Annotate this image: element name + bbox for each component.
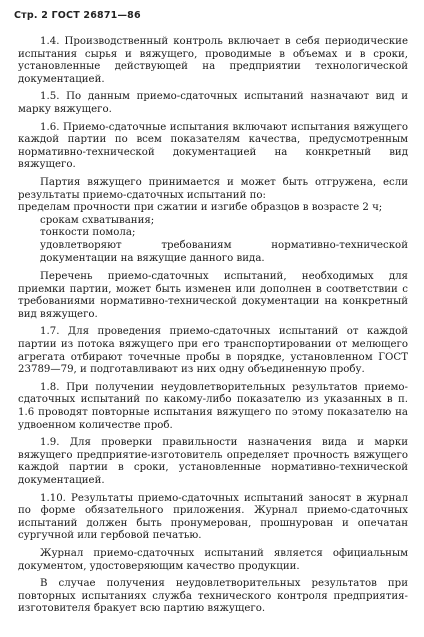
paragraph-list-of-tests: Перечень приемо-сдаточных испытаний, необходимых для приемки партии, может быть изменен или дополнен в соответствии с требованиями нормативно-технической документации на конкретный вид вяжущего. xyxy=(18,271,408,320)
paragraph-1-7: 1.7. Для проведения приемо-сдаточных испытаний от каждой партии из потока вяжущего при его транспортировании от мелющего агрегата отбирают точечные пробы в порядке, установленном ГОСТ 23789—79, и подготавливают из них одну объединенную пробу. xyxy=(18,326,408,376)
document-body xyxy=(18,36,408,621)
list-item-requirements: удовлетворяют требованиям нормативно-технической документации на вяжущие данного вида. xyxy=(40,239,408,264)
paragraph-1-8: 1.8. При получении неудовлетворительных результатов приемо-сдаточных испытаний по какому-либо показателю из указанных в п. 1.6 проводят повторные испытания вяжущего по этому показателю на удвоенном количестве проб. xyxy=(18,381,408,431)
list-item-fineness: тонкости помола; xyxy=(40,227,136,239)
paragraph-1-9: 1.9. Для проверки правильности назначения вида и марки вяжущего предприятие-изготовитель определяет прочность вяжущего каждой партии в сроки, установленные нормативно-технической документацией. xyxy=(18,437,408,486)
list-item-strength: пределам прочности при сжатии и изгибе образцов в возрасте 2 ч; xyxy=(18,202,383,214)
paragraph-journal: Журнал приемо-сдаточных испытаний является официальным документом, удостоверяющим качество продукции. xyxy=(18,547,408,572)
paragraph-1-5: 1.5. По данным приемо-сдаточных испытаний назначают вид и марку вяжущего. xyxy=(18,91,408,115)
paragraph-acceptance-intro: Партия вяжущего принимается и может быть отгружена, если результаты приемо-сдаточных испытаний по: xyxy=(18,176,408,201)
page-header: Стр. 2 ГОСТ 26871—86 xyxy=(14,10,141,21)
paragraph-1-6: 1.6. Приемо-сдаточные испытания включают испытания вяжущего каждой партии по всем показателям качества, предусмотренным нормативно-технической документацией на конкретный вид вяжущего. xyxy=(18,121,408,171)
paragraph-1-10: 1.10. Результаты приемо-сдаточных испытаний заносят в журнал по форме обязательного приложения. Журнал приемо-сдаточных испытаний должен быть пронумерован, прошнурован и опечатан сургучной или гербовой печатью. xyxy=(18,492,408,542)
paragraph-1-4: 1.4. Производственный контроль включает в себя периодические испытания сырья и вяжущего, проводимые в объемах и в сроки, установленные действующей на предприятии технологической документацией. xyxy=(18,36,408,85)
paragraph-rejection: В случае получения неудовлетворительных результатов при повторных испытаниях служба технического контроля предприятия-изготовителя бракует всю партию вяжущего. xyxy=(18,578,408,615)
list-item-setting-time: срокам схватывания; xyxy=(40,214,155,226)
